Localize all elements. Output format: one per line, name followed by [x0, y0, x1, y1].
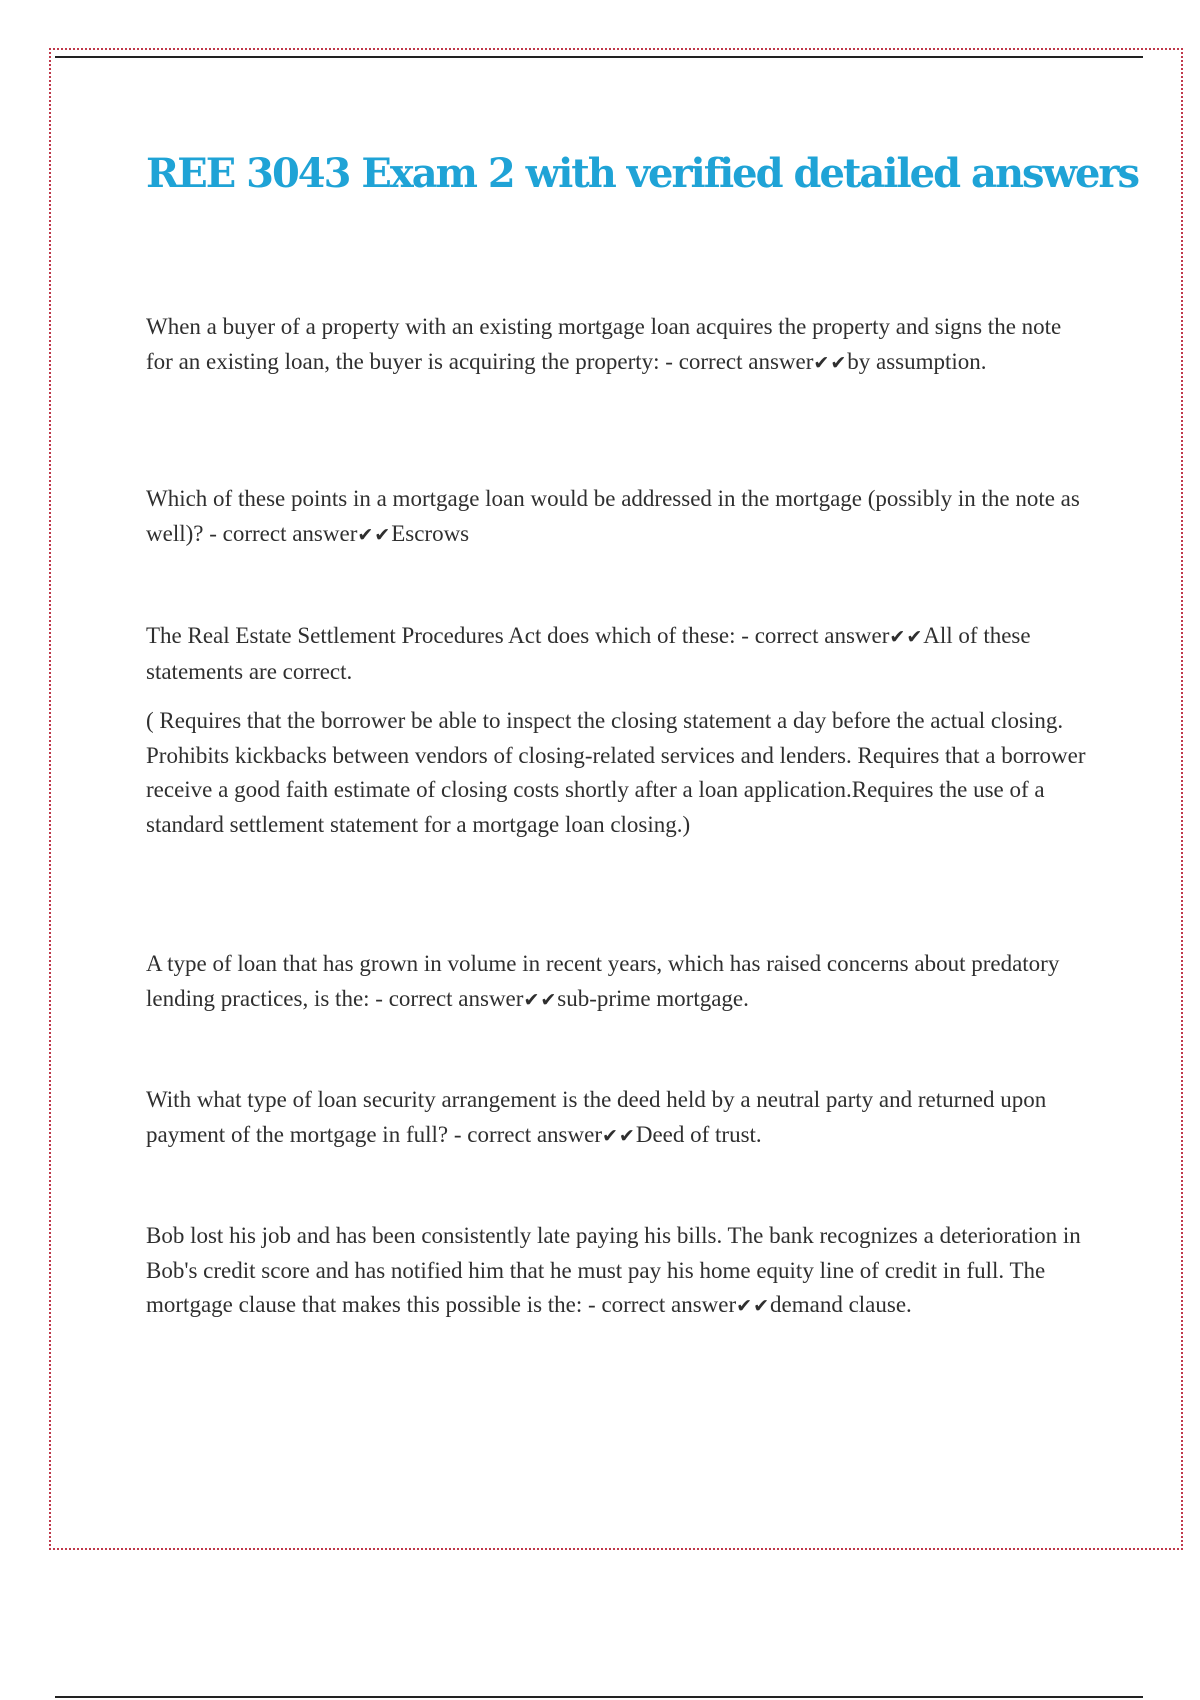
double-check-icon: ✔✔ [523, 988, 558, 1011]
question-text: A type of loan that has grown in volume in recent years, which has raised concerns about predatory lending practices, is the: [146, 951, 1060, 1011]
double-check-icon: ✔✔ [813, 351, 848, 374]
answer-text: All of these statements are correct. [146, 623, 1031, 684]
qa-item-3 [146, 619, 1086, 689]
answer-text: Deed of trust. [635, 1121, 762, 1147]
qa-item-5 [146, 1083, 1086, 1153]
question-text: When a buyer of a property with an existing mortgage loan acquires the property and signs the note for an existing loan, the buyer is acquiring the property: [146, 314, 1062, 374]
double-check-icon: ✔✔ [889, 626, 924, 648]
qa-item-6 [146, 1219, 1086, 1324]
answer-separator: - correct answer [448, 1121, 602, 1147]
question-text: The Real Estate Settlement Procedures Act does which of these: [146, 623, 736, 648]
answer-separator: - correct answer [203, 520, 358, 546]
top-divider-line [55, 56, 1143, 58]
answer-separator: - correct answer [369, 985, 524, 1011]
double-check-icon: ✔✔ [357, 523, 392, 546]
qa-item-3-detail: ( Requires that the borrower be able to inspect the closing statement a day before the actual closing. Prohibits kickbacks between vendors of closing-related services and lenders. Requires that a borrower receive a good faith estimate of closing costs shortly after a loan application.Requires the use of a standard settlement statement for a mortgage loan closing.) [146, 708, 1086, 837]
answer-text: Escrows [391, 520, 470, 546]
answer-text: demand clause. [770, 1292, 912, 1317]
bottom-divider-line [55, 1696, 1143, 1698]
document-title: REE 3043 Exam 2 with verified detailed answers [146, 150, 1139, 197]
double-check-icon: ✔✔ [736, 1295, 771, 1317]
question-text: Which of these points in a mortgage loan would be addressed in the mortgage (possibly in the note as well)? [146, 486, 1080, 546]
qa-item-4 [146, 947, 1086, 1017]
question-text: With what type of loan security arrangement is the deed held by a neutral party and returned upon payment of the mortgage in full? [146, 1087, 1047, 1147]
answer-text: sub-prime mortgage. [557, 985, 749, 1011]
answer-text: by assumption. [847, 348, 987, 374]
answer-separator: - correct answer [659, 348, 814, 374]
answer-separator: - correct answer [735, 623, 890, 648]
answer-separator: - correct answer [582, 1292, 737, 1317]
question-text: Bob lost his job and has been consistently late paying his bills. The bank recognizes a deterioration in Bob's credit score and has notified him that he must pay his home equity line of credit in full. The mortgage clause that makes this possible is the: [146, 1223, 1081, 1317]
qa-item-2 [146, 482, 1086, 552]
double-check-icon: ✔✔ [602, 1124, 636, 1147]
qa-item-1 [146, 310, 1086, 380]
